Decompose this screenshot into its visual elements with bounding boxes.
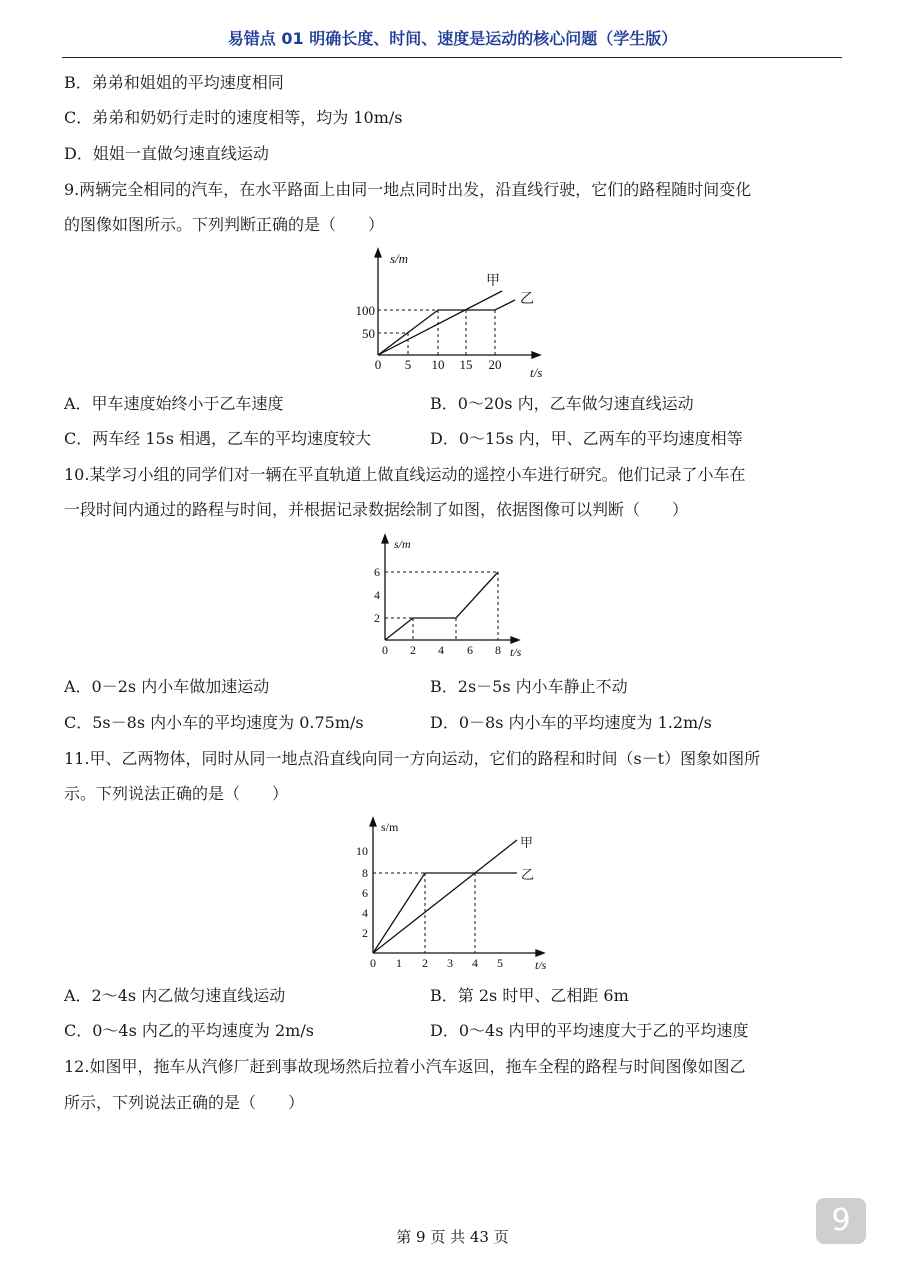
q9-stem-line1: 9.两辆完全相同的汽车，在水平路面上由同一地点同时出发，沿直线行驶，它们的路程随时间变化 [64, 180, 752, 199]
q9-stem-line2: 的图像如图所示。下列判断正确的是（ ） [64, 215, 385, 234]
q9-label-jia: 甲 [486, 274, 500, 289]
q10-ytick-6: 6 [374, 565, 380, 579]
q11-xtick-0: 0 [370, 956, 376, 970]
q11-xtick-1: 1 [396, 956, 402, 970]
q8-option-c: C．弟弟和奶奶行走时的速度相等，均为 10m/s [64, 108, 403, 127]
q11-label-yi: 乙 [521, 867, 535, 882]
q10-x-arrow [511, 637, 519, 643]
q10-stem-line2: 一段时间内通过的路程与时间，并根据记录数据绘制了如图，依据图像可以判断（ ） [64, 500, 689, 519]
q9-x-arrow [532, 352, 540, 358]
q11-x-label: t/s [535, 958, 547, 972]
q10-option-b: B．2s－5s 内小车静止不动 [430, 677, 628, 696]
q11-xtick-5: 5 [497, 956, 503, 970]
q9-x-label: t/s [530, 365, 543, 380]
q11-stem-line2: 示。下列说法正确的是（ ） [64, 784, 289, 803]
q11-ytick-10: 10 [356, 844, 368, 858]
q10-y-label: s/m [394, 537, 411, 551]
q9-option-d: D．0～15s 内，甲、乙两车的平均速度相等 [430, 429, 743, 448]
q10-xtick-8: 8 [495, 643, 501, 657]
q9-label-yi: 乙 [520, 292, 534, 307]
q11-xtick-4: 4 [472, 956, 478, 970]
page-number-badge: 9 [816, 1198, 866, 1244]
q11-label-jia: 甲 [520, 835, 534, 850]
q11-option-b: B．第 2s 时甲、乙相距 6m [430, 986, 629, 1005]
q9-xtick-20: 20 [488, 357, 502, 372]
q10-xtick-0: 0 [382, 643, 388, 657]
q9-y-arrow [375, 249, 381, 257]
q9-xtick-0: 0 [374, 357, 382, 372]
page-header-title: 易错点 01 明确长度、时间、速度是运动的核心问题（学生版） [227, 29, 678, 48]
q9-y-label: s/m [390, 251, 409, 266]
q9-line-yi [378, 300, 515, 355]
q8-option-d: D．姐姐一直做匀速直线运动 [64, 144, 269, 163]
q10-stem-line1: 10.某学习小组的同学们对一辆在平直轨道上做直线运动的遥控小车进行研究。他们记录了小车在 [64, 465, 746, 484]
q11-stem-line1: 11.甲、乙两物体，同时从同一地点沿直线向同一方向运动，它们的路程和时间（s－t）图象如图所 [64, 749, 761, 768]
q11-x-arrow [536, 950, 544, 956]
q9-ytick-50: 50 [362, 326, 375, 341]
q9-option-b: B．0～20s 内，乙车做匀速直线运动 [430, 394, 694, 413]
q10-ytick-2: 2 [374, 611, 380, 625]
q10-option-c: C．5s－8s 内小车的平均速度为 0.75m/s [64, 713, 364, 732]
q9-xtick-10: 10 [431, 357, 445, 372]
q9-option-c: C．两车经 15s 相遇，乙车的平均速度较大 [64, 429, 371, 448]
q11-ytick-6: 6 [362, 886, 368, 900]
q9-xtick-5: 5 [404, 357, 412, 372]
q11-option-d: D．0～4s 内甲的平均速度大于乙的平均速度 [430, 1021, 749, 1040]
q10-xtick-2: 2 [410, 643, 416, 657]
q11-y-label: s/m [381, 820, 399, 834]
q10-line-car [385, 572, 498, 640]
q12-stem-line1: 12.如图甲，拖车从汽修厂赶到事故现场然后拉着小汽车返回，拖车全程的路程与时间图像如图乙 [64, 1057, 746, 1076]
q9-graph [340, 245, 560, 385]
q10-y-arrow [382, 535, 388, 543]
q11-ytick-2: 2 [362, 926, 368, 940]
q10-ytick-4: 4 [374, 588, 380, 602]
q10-x-label: t/s [510, 645, 522, 659]
q10-option-a: A．0－2s 内小车做加速运动 [64, 677, 270, 696]
q10-xtick-4: 4 [438, 643, 444, 657]
page-footer: 第 9 页 共 43 页 [396, 1228, 509, 1246]
q10-graph [360, 530, 540, 665]
q9-ytick-100: 100 [355, 303, 375, 318]
q9-xtick-15: 15 [459, 357, 473, 372]
q11-line-yi [373, 873, 517, 953]
q11-option-a: A．2～4s 内乙做匀速直线运动 [64, 986, 286, 1005]
q8-option-b: B．弟弟和姐姐的平均速度相同 [64, 73, 284, 92]
q11-ytick-4: 4 [362, 906, 368, 920]
q9-option-a: A．甲车速度始终小于乙车速度 [64, 394, 284, 413]
q11-ytick-8: 8 [362, 866, 368, 880]
q11-xtick-3: 3 [447, 956, 453, 970]
q12-stem-line2: 所示，下列说法正确的是（ ） [64, 1093, 305, 1112]
q9-line-jia [378, 291, 502, 355]
q11-graph [345, 815, 560, 975]
q10-option-d: D．0－8s 内小车的平均速度为 1.2m/s [430, 713, 712, 732]
q10-xtick-6: 6 [467, 643, 473, 657]
q11-y-arrow [370, 818, 376, 826]
q11-option-c: C．0～4s 内乙的平均速度为 2m/s [64, 1021, 314, 1040]
q11-line-jia [373, 840, 517, 953]
header-divider [62, 57, 842, 58]
q11-xtick-2: 2 [422, 956, 428, 970]
